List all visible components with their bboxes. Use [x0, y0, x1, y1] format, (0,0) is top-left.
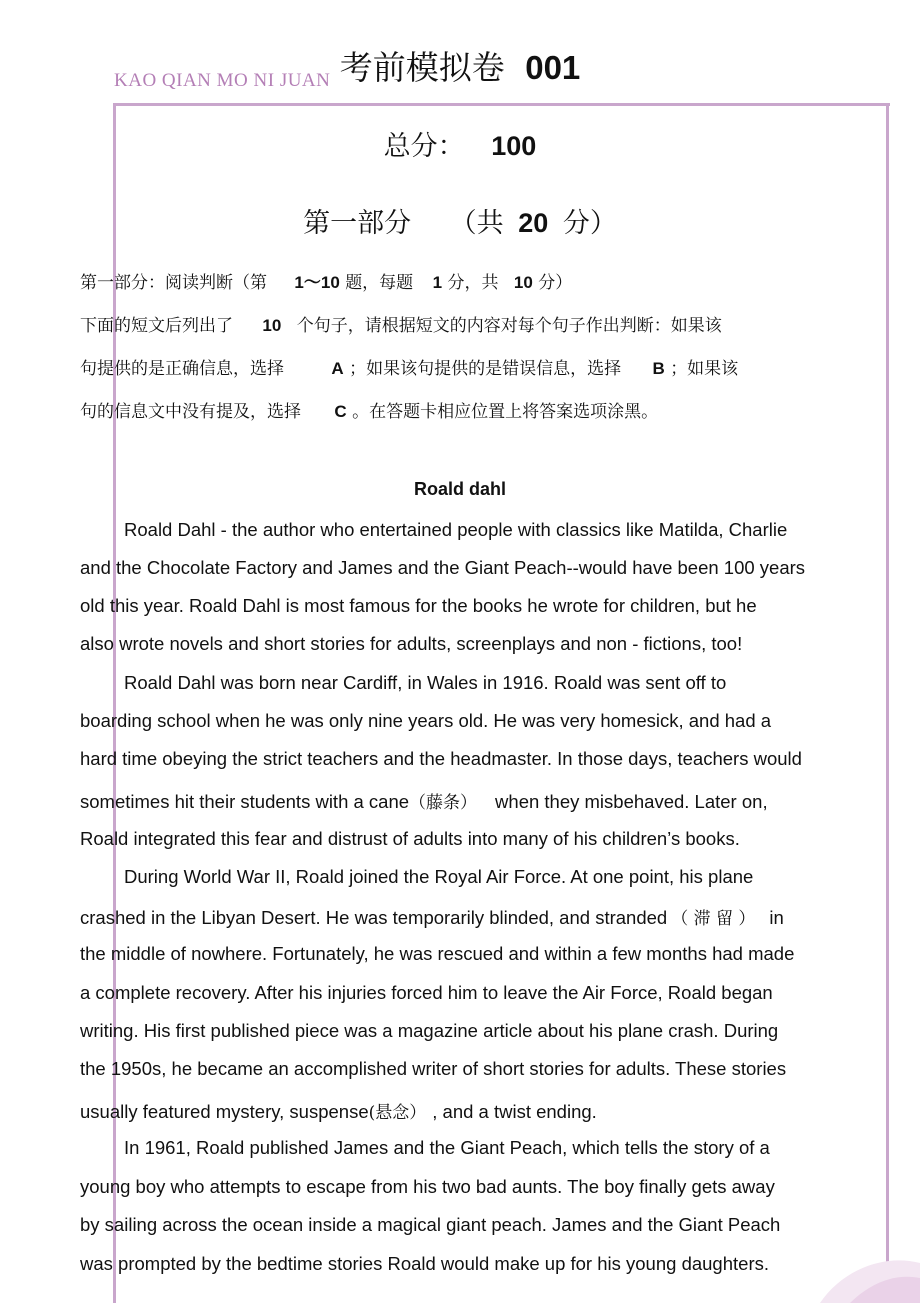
passage-line: During World War II, Roald joined the Royal Air Force. At one point, his plane — [124, 866, 754, 887]
instr-4c: 。在答题卡相应位置上将答案选项涂黑。 — [352, 402, 659, 422]
gloss-cane: （藤条） — [409, 793, 478, 813]
passage-text: when they misbehaved. Later on, — [495, 791, 768, 812]
passage-line: the middle of nowhere. Fortunately, he was rescued and within a few months had made — [80, 943, 795, 964]
total-value: 100 — [491, 131, 537, 161]
instr-3e: ；如果该 — [670, 359, 739, 379]
passage-line: Roald Dahl - the author who entertained people with classics like Matilda, Charlie — [124, 519, 788, 540]
passage-line: Roald Dahl was born near Cardiff, in Wales in 1916. Roald was sent off to — [124, 672, 727, 693]
instruction-line-4 — [80, 397, 658, 422]
passage-line: boarding school when he was only nine years old. He was very homesick, and had a — [80, 710, 772, 731]
passage-text: in — [769, 907, 784, 928]
instr-1a: 第一部分：阅读判断（第 — [80, 273, 267, 293]
passage-line: Roald integrated this fear and distrust of adults into many of his children’s books. — [80, 828, 740, 849]
instr-4b: C — [334, 402, 347, 421]
part-label: 第一部分 — [303, 208, 412, 239]
passage-line: young boy who attempts to escape from his two bad aunts. The boy finally gets away — [80, 1176, 775, 1197]
part-points: 20 — [518, 208, 549, 238]
gloss-stranded: （ 滞 留 ） — [671, 909, 756, 929]
watermark-text: KAO QIAN MO NI JUAN — [114, 70, 331, 91]
page-frame-top — [113, 103, 890, 106]
passage-line: writing. His first published piece was a magazine article about his plane crash. During — [80, 1020, 779, 1041]
gloss-suspense: (悬念） — [368, 1103, 427, 1123]
passage-line: also wrote novels and short stories for adults, screenplays and non - fictions, too! — [80, 633, 743, 654]
instr-1f: 10 — [513, 273, 533, 292]
instruction-line-3 — [80, 354, 738, 379]
instr-1b: 1～10 — [294, 273, 340, 292]
corner-decoration-icon — [800, 1243, 920, 1303]
instr-3c: ；如果该句提供的是错误信息，选择 — [349, 359, 622, 379]
passage-line — [80, 1098, 597, 1123]
instr-1e: 分，共 — [447, 273, 499, 293]
passage-line: In 1961, Roald published James and the Giant Peach, which tells the story of a — [124, 1137, 770, 1158]
passage-line — [80, 904, 784, 929]
instr-3a: 句提供的是正确信息，选择 — [80, 359, 284, 379]
part-open: （共 — [449, 208, 504, 239]
passage-line: old this year. Roald Dahl is most famous for the books he wrote for children, but he — [80, 595, 757, 616]
title-cn: 考前模拟卷 — [339, 48, 505, 87]
instruction-line-2 — [80, 311, 722, 336]
passage-line: the 1950s, he became an accomplished writer of short stories for adults. These stories — [80, 1058, 787, 1079]
passage-line: was prompted by the bedtime stories Roald would make up for his young daughters. — [80, 1253, 769, 1274]
instr-2c: 个句子，请根据短文的内容对每个句子作出判断：如果该 — [296, 316, 722, 336]
passage-line: a complete recovery. After his injuries forced him to leave the Air Force, Roald began — [80, 982, 773, 1003]
instr-1c: 题，每题 — [345, 273, 414, 293]
passage-text: sometimes hit their students with a cane — [80, 791, 410, 812]
page-title — [0, 42, 920, 89]
page-frame-right — [886, 103, 889, 1263]
part-close: 分） — [562, 208, 617, 239]
total-score — [0, 124, 920, 163]
passage-line: and the Chocolate Factory and James and the Giant Peach--would have been 100 years — [80, 557, 806, 578]
passage-title: Roald dahl — [413, 479, 506, 499]
passage-line: hard time obeying the strict teachers and the headmaster. In those days, teachers would — [80, 748, 802, 769]
passage-text: usually featured mystery, suspense — [80, 1101, 369, 1122]
part-heading — [0, 201, 920, 240]
instr-4a: 句的信息文中没有提及，选择 — [80, 402, 301, 422]
instr-2a: 下面的短文后列出了 — [80, 316, 233, 336]
instruction-line-1 — [80, 268, 572, 293]
instr-3d: B — [652, 359, 665, 378]
passage-text: , and a twist ending. — [432, 1101, 597, 1122]
instr-2b: 10 — [262, 316, 282, 335]
title-number: 001 — [525, 49, 581, 86]
passage-line — [80, 788, 768, 813]
instr-1g: 分） — [538, 273, 573, 293]
passage-line: by sailing across the ocean inside a magical giant peach. James and the Giant Peach — [80, 1214, 781, 1235]
instr-3b: A — [331, 359, 344, 378]
instr-1d: 1 — [432, 273, 443, 292]
total-label: 总分： — [383, 131, 465, 162]
passage-text: crashed in the Libyan Desert. He was temporarily blinded, and stranded — [80, 907, 668, 928]
